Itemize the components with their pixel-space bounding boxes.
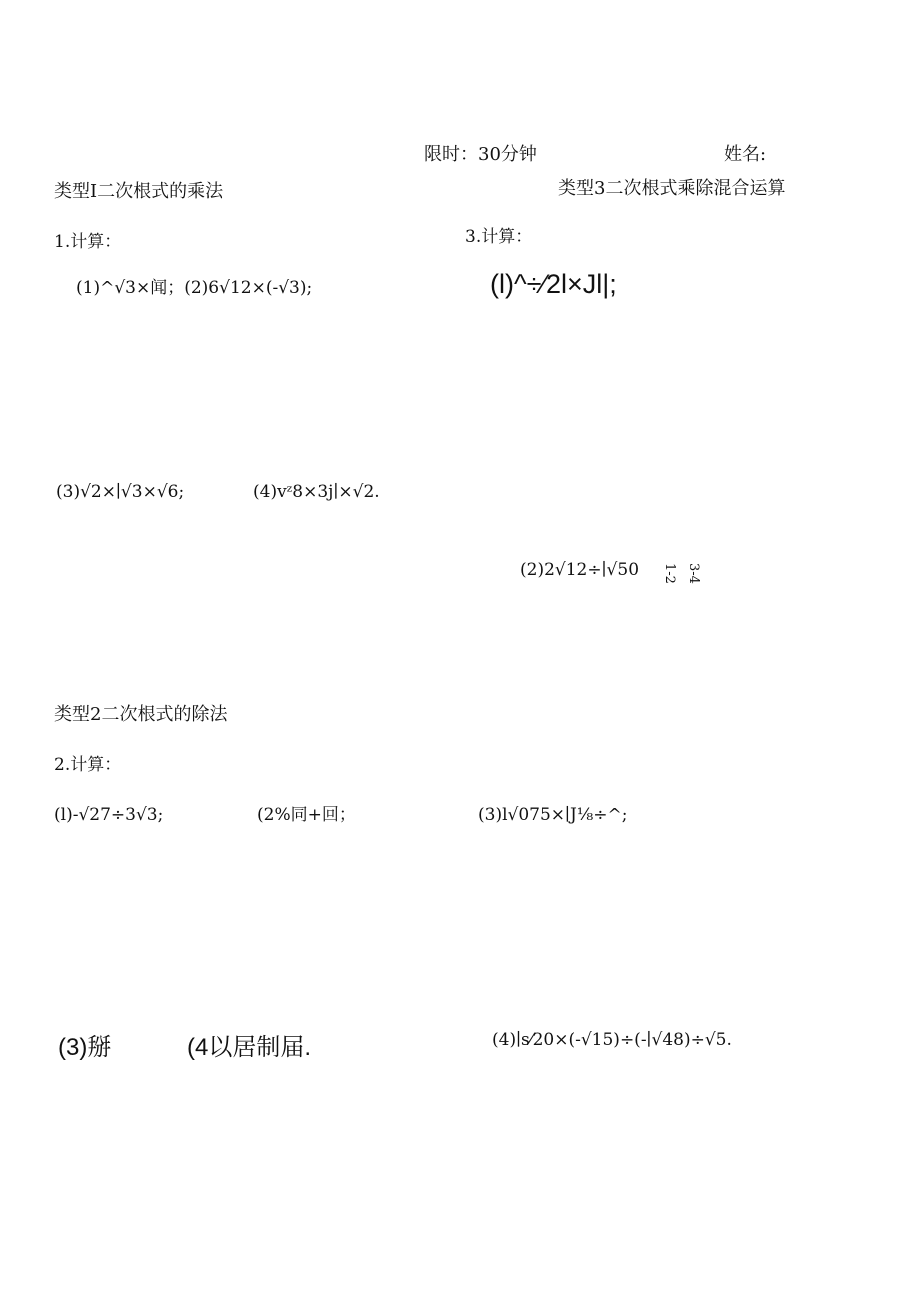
question1-label: 1.计算： xyxy=(54,232,122,252)
q3-item-4: (4)∣s⁄20×(-√15)÷(-∣√48)÷√5. xyxy=(492,1030,732,1050)
name-label: 姓名: xyxy=(724,144,767,165)
q3-item-2: (2)2√12÷∣√50 xyxy=(520,560,640,580)
q2-item-4: (4以居制届. xyxy=(187,1034,312,1061)
q1-item-1-2: (1)^√3×闻；(2)6√12×(-√3); xyxy=(76,278,313,298)
question2-label: 2.计算： xyxy=(54,755,122,775)
q2-item-3b: (3)掰 xyxy=(58,1034,112,1061)
q3-item-2-fraction-left: 1-2 xyxy=(662,563,677,584)
q1-item-4: (4)vᶻ8×3j∣×√2. xyxy=(253,482,380,502)
q1-item-3: (3)√2×∣√3×√6; xyxy=(56,482,185,502)
q3-item-2-fraction-right: 3-4 xyxy=(686,563,701,584)
question3-label: 3.计算： xyxy=(465,227,533,247)
q2-item-3: (3)l√075×∣J⅛÷^; xyxy=(478,805,628,825)
q2-item-1: (l)-√27÷3√3; xyxy=(54,805,164,825)
type1-heading: 类型I二次根式的乘法 xyxy=(54,181,224,202)
q3-item-1: (l)^÷⁄2l×Jl|; xyxy=(490,269,617,299)
time-limit: 限时：30分钟 xyxy=(424,144,537,165)
type2-heading: 类型2二次根式的除法 xyxy=(54,704,228,725)
q2-item-2: (2%同+回； xyxy=(257,805,356,825)
type3-heading: 类型3二次根式乘除混合运算 xyxy=(558,178,786,199)
